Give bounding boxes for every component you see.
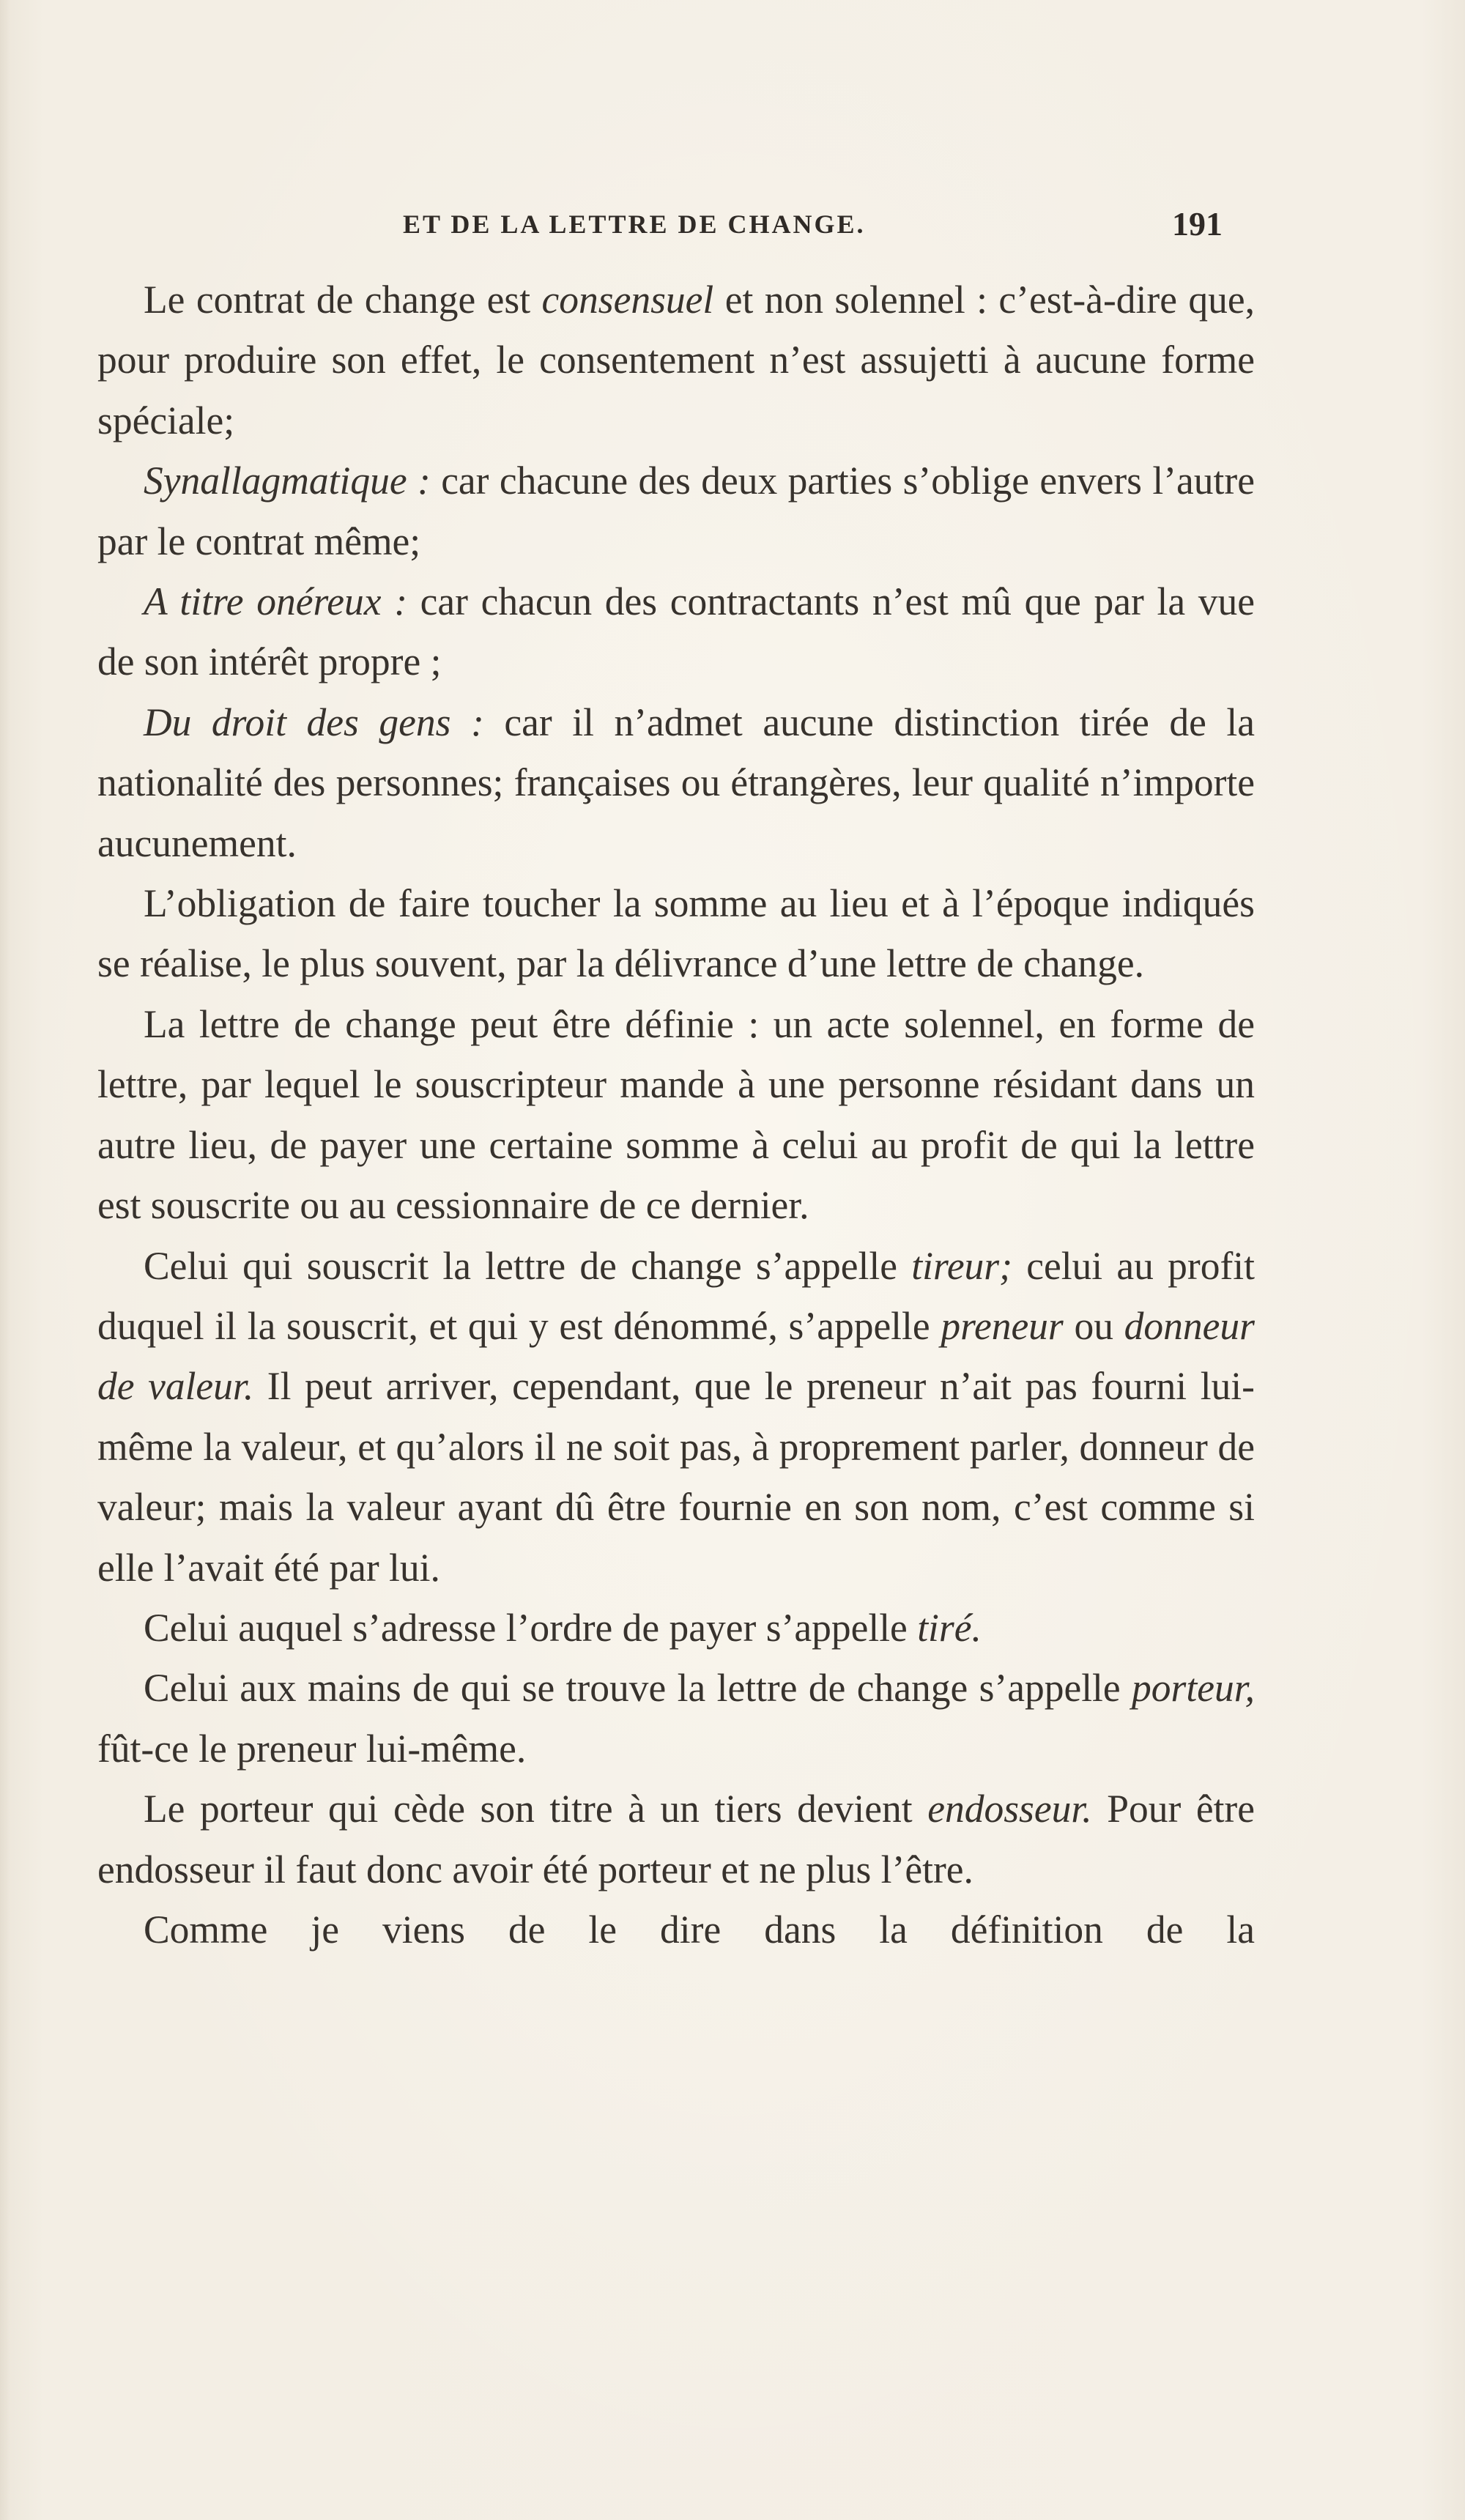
term-preneur: preneur	[941, 1303, 1064, 1348]
paragraph-porteur: Celui aux mains de qui se trouve la lettre de change s’appelle porteur, fût-ce le preneur lui-même.	[97, 1666, 1255, 1771]
page-number: 191	[1172, 205, 1223, 242]
term-synallagmatique: Synallagmatique :	[144, 459, 431, 503]
running-head	[0, 205, 1465, 253]
paragraph-continuation: Comme je viens de le dire dans la définition de la	[144, 1907, 1255, 1952]
term-titre-onereux: A titre onéreux :	[144, 579, 408, 624]
paragraph-endosseur: Le porteur qui cède son titre à un tiers devient endosseur. Pour être endosseur il faut donc avoir été porteur et ne plus l’être.	[97, 1787, 1255, 1891]
term-droit-des-gens: Du droit des gens :	[144, 700, 484, 744]
paragraph-consensuel: Le contrat de change est consensuel et non solennel : c’est-à-dire que, pour produire son effet, le consentement n’est assujetti à aucune forme spéciale;	[97, 278, 1256, 442]
term-tireur: tireur;	[911, 1243, 1012, 1288]
term-consensuel: consensuel	[541, 278, 714, 322]
paragraph-tire: Celui auquel s’adresse l’ordre de payer s’appelle tiré.	[144, 1605, 982, 1650]
paragraph-droit-des-gens: Du droit des gens : car il n’admet aucune distinction tirée de la nationalité des personnes; françaises ou étrangères, leur qualité n’importe aucunement.	[97, 700, 1255, 865]
term-tire: tiré.	[917, 1605, 982, 1650]
paragraph-synallagmatique: Synallagmatique : car chacune des deux parties s’oblige envers l’autre par le contrat même;	[97, 459, 1255, 563]
term-endosseur: endosseur.	[927, 1787, 1092, 1831]
page-gutter-shadow	[0, 0, 10, 2520]
term-porteur: porteur,	[1132, 1666, 1255, 1711]
paragraph-definition: La lettre de change peut être définie : un acte solennel, en forme de lettre, par lequel le souscripteur mande à une personne résidant dans un autre lieu, de payer une certaine somme à celui au profit de qui la lettre est souscrite ou au cessionnaire de ce dernier.	[97, 1001, 1255, 1228]
term-donneur-de-valeur: donneur de valeur.	[97, 1303, 1255, 1409]
running-title: ET DE LA LETTRE DE CHANGE.	[403, 210, 866, 239]
paragraph-tireur-preneur: Celui qui souscrit la lettre de change s’appelle tireur; celui au profit duquel il la souscrit, et qui y est dénommé, s’appelle preneur ou donneur de valeur. Il peut arriver, cependant, que le preneur n’ait pas fourni lui-même la valeur, et qu’alors il ne soit pas, à proprement parler, donneur de valeur; mais la valeur ayant dû être fournie en son nom, c’est comme si elle l’avait été par lui.	[97, 1243, 1256, 1590]
body-text	[97, 270, 1255, 1960]
paragraph-obligation: L’obligation de faire toucher la somme au lieu et à l’époque indiqués se réalise, le plus souvent, par la délivrance d’une lettre de change.	[97, 881, 1255, 986]
paragraph-titre-onereux: A titre onéreux : car chacun des contractants n’est mû que par la vue de son intérêt propre ;	[97, 579, 1255, 684]
